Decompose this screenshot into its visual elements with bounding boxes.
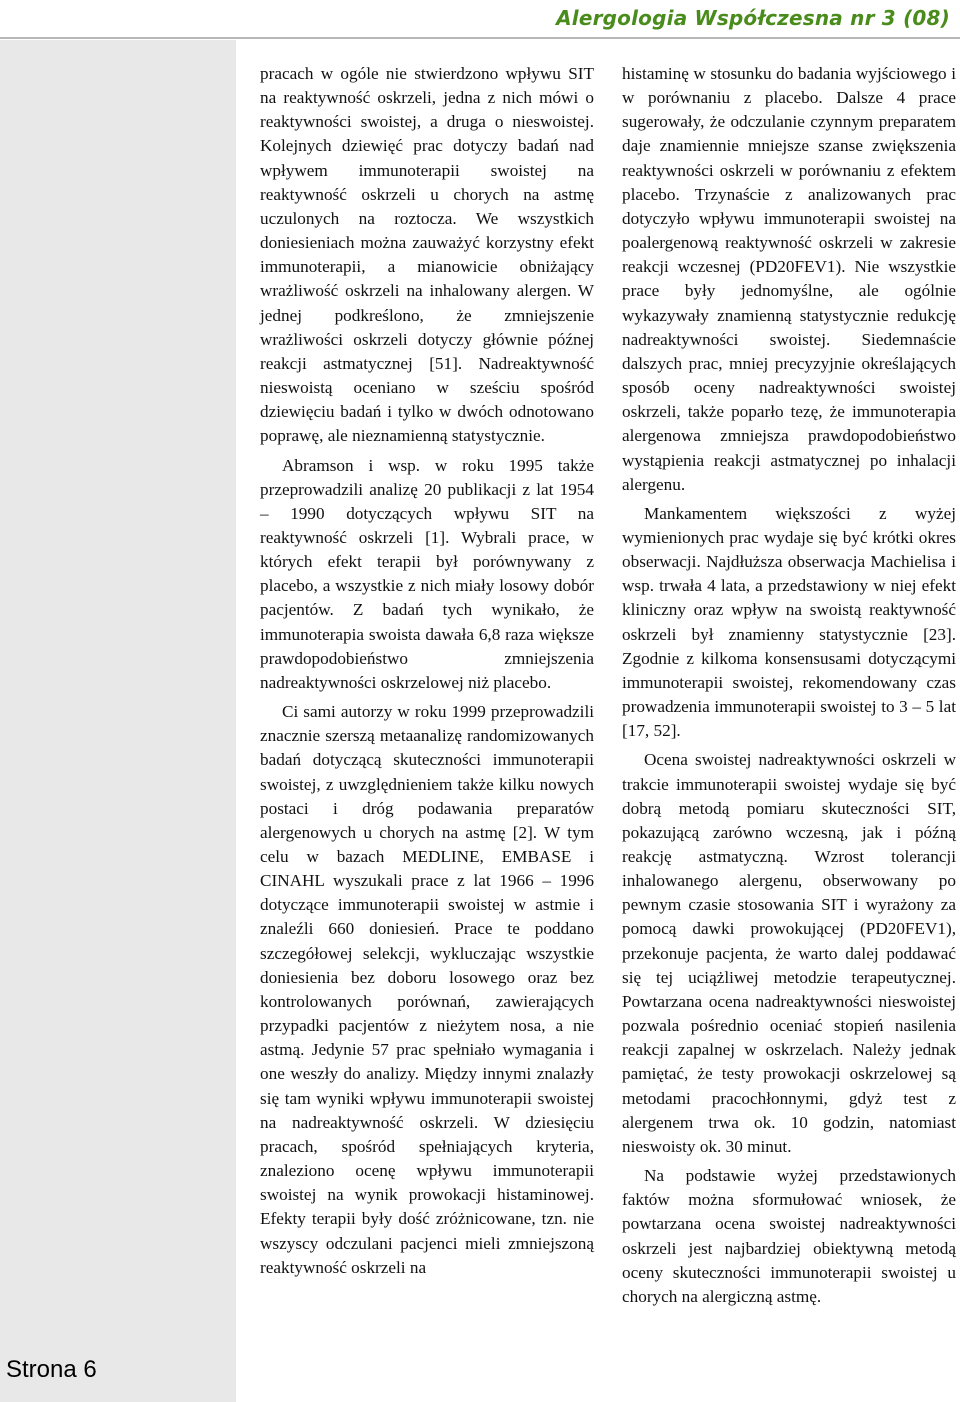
journal-title: Alergologia Współczesna nr 3 (08)	[556, 6, 950, 30]
header-divider	[0, 37, 960, 39]
paragraph: Ocena swoistej nadreaktywności oskrzeli w trakcie immunoterapii swoistej wydaje się być dobrą metodą pomiaru skuteczności SIT, pokazującą zarówno wczesną, jak i późną reakcję astmatyczną. Wzrost tolerancji inhalowanego alergenu, obserwowany po pewnym czasie stosowania SIT i wyrażony za pomocą dawki prowokującej (PD20FEV1), przekonuje pacjenta, że warto dalej poddawać się tej uciążliwej metodzie terapeutycznej. Powtarzana ocena nadreaktywności nieswoistej pozwala pośrednio oceniać stopień nasilenia reakcji zapalnej w oskrzelach. Należy jednak pamiętać, że testy prowokacji oskrzelowej są metodami pracochłonnymi, gdyż test z alergenem trwa ok. 10 godzin, natomiast nieswoisty ok. 30 minut.	[622, 750, 956, 1156]
page-number: Strona 6	[6, 1356, 97, 1383]
left-column	[260, 62, 594, 1280]
paragraph: histaminę w stosunku do badania wyjściowego i w porównaniu z placebo. Dalsze 4 prace sugerowały, że odczulanie czynnym preparatem daje znamiennie mniejsze szanse zwiększenia reaktywności oskrzeli w porównaniu z efektem placebo. Trzynaście z analizowanych prac dotyczyło wpływu immunoterapii swoistej na poalergenową reaktywność oskrzeli w zakresie reakcji wczesnej (PD20FEV1). Nie wszystkie prace były jednomyślne, ale ogólnie wykazywały znamienną statystycznie redukcję nadreaktywności swoistej. Siedemnaście dalszych prac, mniej precyzyjnie określających sposób oceny nadreaktywności swoistej oskrzeli, także poparło tezę, że immunoterapia alergenowa zmniejsza prawdopodobieństwo wystąpienia reakcji astmatycznej po inhalacji alergenu.	[622, 64, 956, 494]
sidebar-panel	[0, 40, 236, 1402]
paragraph: Mankamentem większości z wyżej wymienionych prac wydaje się być krótki okres obserwacji. Najdłuższa obserwacja Machielisa i wsp. trwała 4 lata, a przedstawiony w niej efekt kliniczny oraz wpływ na swoistą reaktywność oskrzeli był znamienny statystycznie [23]. Zgodnie z kilkoma konsensusami dotyczącymi immunoterapii swoistej, rekomendowany czas prowadzenia immunoterapii swoistej to 3 – 5 lat [17, 52].	[622, 503, 956, 741]
paragraph: pracach w ogóle nie stwierdzono wpływu SIT na reaktywność oskrzeli, jedna z nich mówi o reaktywności swoistej, a druga o nieswoistej. Kolejnych dziewięć prac dotyczy badań nad wpływem immunoterapii swoistej na reaktywność oskrzeli u chorych na astmę uczulonych na roztocza. We wszystkich doniesieniach można zauważyć korzystny efekt immunoterapii, a mianowicie obniżający wrażliwość oskrzeli na inhalowany alergen. W jednej podkreślono, że zmniejszenie wrażliwości oskrzeli dotyczy głównie późnej reakcji astmatycznej [51]. Nadreaktywność nieswoistą oceniano w sześciu spośród dziewięciu badań i tylko w dwóch odnotowano poprawę, ale nieznamienną statystycznie.	[260, 64, 594, 446]
paragraph: Abramson i wsp. w roku 1995 także przeprowadzili analizę 20 publikacji z lat 1954 – 1990 dotyczących wpływu SIT na reaktywność oskrzeli [1]. Wybrali prace, w których efekt terapii był porównywany z placebo, a wszystkie z nich miały losowy dobór pacjentów. Z badań tych wynikało, że immunoterapia swoista dawała 6,8 raza większe prawdopodobieństwo zmniejszenia nadreaktywności oskrzelowej niż placebo.	[260, 455, 594, 692]
right-column	[622, 62, 956, 1309]
paragraph: Na podstawie wyżej przedstawionych faktów można sformułować wniosek, że powtarzana ocena swoistej nadreaktywności oskrzeli jest najbardziej obiektywną metodą oceny skuteczności immunoterapii swoistej u chorych na alergiczną astmę.	[622, 1166, 956, 1306]
paragraph: Ci sami autorzy w roku 1999 przeprowadzili znacznie szerszą metaanalizę randomizowanych badań dotyczącą skuteczności immunoterapii swoistej, z uwzględnieniem także kilku nowych postaci i dróg podawania preparatów alergenowych u chorych na astmę [2]. W tym celu w bazach MEDLINE, EMBASE i CINAHL wyszukali prace z lat 1966 – 1996 dotyczące immunoterapii swoistej w astmie i znaleźli 660 doniesień. Prace te poddano szczegółowej selekcji, wykluczając wszystkie doniesienia bez doboru losowego oraz bez kontrolowanych porównań, zawierających przypadki pacjentów z nieżytem nosa, a nie astmą. Jedynie 57 prac spełniało wymagania i one weszły do analizy. Między innymi znalazły się tam wyniki wpływu immunoterapii swoistej na nadreaktywność oskrzeli. W dziesięciu pracach, spośród spełniających kryteria, znaleziono ocenę wpływu immunoterapii swoistej na wynik prowokacji histaminowej. Efekty terapii były dość zróżnicowane, tzn. nie wszyscy odczulani pacjenci mieli zmniejszoną reaktywność oskrzeli na	[260, 702, 594, 1277]
